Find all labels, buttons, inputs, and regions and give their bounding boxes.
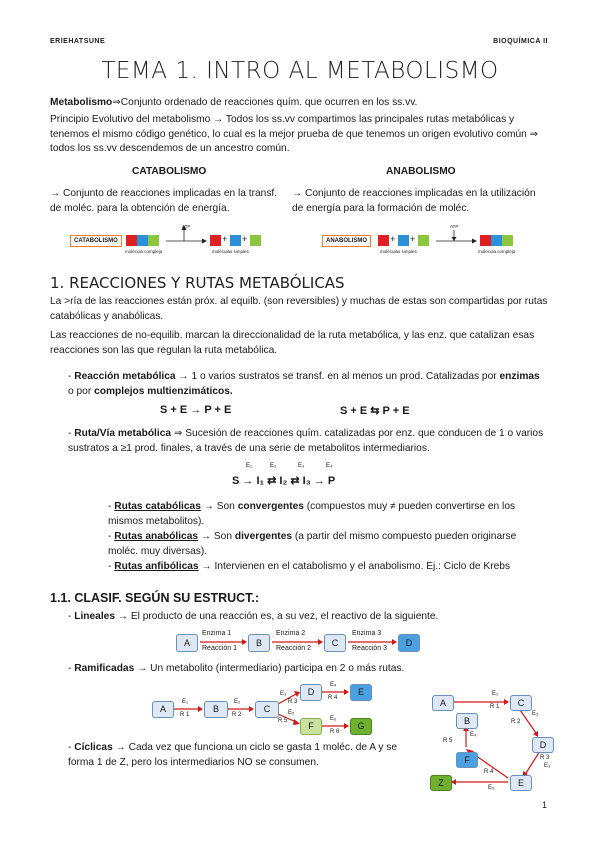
section-1-p2: Las reacciones de no-equilib. marcan la direccionalidad de la ruta metabólica, y las enz. que catalizan esas reacciones son las que regulan la ruta metabólica.	[50, 330, 535, 356]
e2-label: E₂	[234, 699, 241, 705]
equation-reversible: S + E ⇆ P + E	[340, 405, 410, 417]
enzimas-term: enzimas	[499, 371, 540, 382]
red-square	[378, 235, 389, 246]
simple-caption: moléculas simples	[212, 249, 249, 254]
metabolismo-def: ⇒Conjunto ordenado de reacciones quím. que ocurren en los ss.vv.	[112, 97, 418, 108]
blue-square	[491, 235, 502, 246]
lineales-term: Lineales	[74, 611, 116, 622]
green-square	[148, 235, 159, 246]
complex-caption: molécula compleja	[478, 249, 516, 254]
ramificadas-item: - Ramificadas → Un metabolito (intermediario) participa en 2 o más rutas.	[68, 663, 405, 674]
node-d: D	[300, 684, 322, 701]
blue-square	[398, 235, 409, 246]
section-1-heading: 1. REACCIONES Y RUTAS METABÓLICAS	[50, 274, 345, 292]
enzyme-3-label: Enzima 3	[352, 630, 382, 637]
e5-label: E₅	[288, 710, 295, 716]
node-f: F	[456, 752, 478, 768]
course-header: BIOQUÍMICA II	[493, 38, 548, 45]
rutas-anfibolicas-term: Rutas anfibólicas	[114, 561, 199, 572]
rutas-anabolicas-item: - Rutas anabólicas → Son divergentes (a partir del mismo compuesto pueden originarse moléc. muy diversas).	[108, 531, 517, 557]
principio-paragraph: Principio Evolutivo del metabolismo → Todos los ss.vv compartimos las principales rutas metabólicas y tenemos el mismo código genético, lo cual es la mejor prueba de que tenemos un origen evolutivo común ⇒ todos los ss.vv descendemos de un ancestro común.	[50, 114, 539, 154]
cyclic-e4-label: E₄	[470, 732, 477, 738]
node-b: B	[204, 701, 228, 718]
red-square	[126, 235, 137, 246]
equation-irreversible: S + E → P + E	[160, 404, 232, 416]
divergentes-term: divergentes	[234, 531, 293, 542]
e6-label: E₆	[330, 716, 337, 722]
rutas-catabolicas-term: Rutas catabólicas	[114, 501, 201, 512]
e4-label: E₄	[330, 682, 337, 688]
branched-pathway-diagram	[150, 682, 380, 738]
atp-label: ATP	[450, 224, 459, 229]
node-e: E	[510, 775, 532, 791]
r1-label: R 1	[180, 712, 190, 718]
e3-label: E₃	[280, 691, 287, 697]
atp-label: ATP	[182, 224, 191, 229]
ramificadas-term: Ramificadas	[74, 663, 135, 674]
ciclicas-def: → Cada vez que funciona un ciclo se gasta 1 moléc. de A y se forma 1 de Z, pero los intermediarios NO se consumen.	[68, 742, 398, 768]
ruta-metabolica-item: - Ruta/Vía metabólica ⇒ Sucesión de reacciones quím. catalizadas por enz. que conducen de 1 o varios sustratos a ≥1 prod. finales, a través de una serie de metabolitos intermediarios.	[68, 428, 544, 454]
plus-sign: +	[242, 234, 248, 244]
cyclic-r2-label: R 2	[511, 719, 521, 725]
reaction-1-label: Reacción 1	[202, 645, 238, 652]
lineales-def: → El producto de una reacción es, a su vez, el reactivo de la siguiente.	[115, 611, 439, 622]
ciclicas-term: Cíclicas	[74, 742, 113, 753]
anabolismo-diagram	[322, 224, 532, 264]
chain-enzyme-3: E₃	[298, 463, 305, 469]
lineales-item: - Lineales → El producto de una reacción es, a su vez, el reactivo de la siguiente.	[68, 611, 439, 622]
or-text: o por	[68, 385, 95, 397]
plus-sign: +	[222, 234, 228, 244]
node-g: G	[350, 718, 372, 735]
plus-sign: +	[410, 234, 416, 244]
chain-enzyme-1: E₁	[246, 463, 253, 469]
green-square	[418, 235, 429, 246]
cat-def: → Son	[200, 501, 238, 512]
plus-sign: +	[390, 234, 396, 244]
cat-def-2: (compuestos muy ≠ pueden convertirse en los mismos metabolitos).	[108, 501, 516, 527]
metabolismo-term: Metabolismo	[50, 97, 113, 108]
node-z: Z	[430, 775, 452, 791]
node-c: C	[324, 634, 346, 652]
node-f: F	[300, 718, 322, 735]
e1-label: E₁	[182, 699, 189, 705]
node-a: A	[152, 701, 174, 718]
node-a: A	[432, 695, 454, 711]
metabolismo-definition	[50, 96, 550, 111]
r6-label: R 6	[330, 729, 340, 735]
r3-label: R 3	[288, 699, 298, 705]
rutas-anfibolicas-item: - Rutas anfibólicas → Intervienen en el catabolismo y el anabolismo. Ej.: Ciclo de Krebs	[108, 561, 511, 572]
reaccion-metabolica-item: - Reacción metabólica → 1 o varios sustratos se transf. en al menos un prod. Catalizadas por enzimas o por complejos multienzimáticos.	[68, 371, 540, 397]
complex-caption: molécula compleja	[125, 249, 163, 254]
node-c: C	[255, 701, 279, 718]
author-header: ERIEHATSUNE	[50, 38, 106, 45]
cyclic-e5-label: E₅	[488, 785, 495, 791]
node-b: B	[456, 713, 478, 729]
green-square	[250, 235, 261, 246]
anf-def: → Intervienen en el catabolismo y el anabolismo. Ej.: Ciclo de Krebs	[198, 561, 511, 572]
chain-enzyme-4: E₄	[326, 463, 333, 469]
section-1-1-heading: 1.1. CLASIF. SEGÚN SU ESTRUCT.:	[50, 591, 260, 605]
red-square	[480, 235, 491, 246]
convergentes-term: convergentes	[237, 501, 304, 512]
node-e: E	[350, 684, 372, 701]
metabolic-chain: S → I₁ ⇄ I₂ ⇄ I₃ → P	[232, 475, 336, 487]
r4-label: R 4	[328, 695, 338, 701]
r5-label: R 5	[278, 718, 288, 724]
chain-enzyme-2: E₂	[270, 463, 277, 469]
blue-square	[230, 235, 241, 246]
page-title: TEMA 1. INTRO AL METABOLISMO	[101, 58, 499, 84]
rutas-anabolicas-term: Rutas anabólicas	[114, 531, 199, 542]
ruta-def: ⇒ Sucesión de reacciones quím. catalizadas por enz. que conducen de 1 o varios sustratos a ≥1 prod. finales, a través de una serie de metabolitos intermediarios.	[68, 428, 544, 454]
red-square	[210, 235, 221, 246]
reaccion-term: Reacción metabólica	[74, 371, 176, 382]
enzyme-1-label: Enzima 1	[202, 630, 232, 637]
anabolismo-text: → Conjunto de reacciones implicadas en la utilización de energía para la formación de moléc.	[292, 188, 536, 214]
reaccion-def: → 1 o varios sustratos se transf. en al menos un prod. Catalizadas por	[175, 371, 500, 382]
reaction-3-label: Reacción 3	[352, 645, 388, 652]
node-a: A	[176, 634, 198, 652]
cyclic-r4-label: R 4	[484, 769, 494, 775]
cyclic-r1-label: R 1	[490, 704, 500, 710]
simple-caption: moléculas simples	[380, 249, 417, 254]
blue-square	[137, 235, 148, 246]
page-number: 1	[542, 800, 548, 810]
node-b: B	[248, 634, 270, 652]
reaction-2-label: Reacción 2	[276, 645, 312, 652]
section-1-p1: La >ría de las reacciones están próx. al equilb. (son reversibles) y muchas de estas son compartidas por rutas catabólicas y anabólicas.	[50, 296, 548, 322]
ana-def: → Son	[198, 531, 235, 542]
ana-def-2: (a partir del mismo compuesto pueden originarse moléc. muy diversas).	[108, 531, 517, 557]
catabolismo-text: → Conjunto de reacciones implicadas en la transf. de moléc. para la obtención de energía.	[50, 188, 278, 214]
cyclic-e1-label: E₁	[492, 691, 499, 697]
anabolismo-heading: ANABOLISMO	[386, 166, 456, 177]
rutas-catabolicas-item: - Rutas catabólicas → Son convergentes (compuestos muy ≠ pueden convertirse en los mismos metabolitos).	[108, 501, 516, 527]
ruta-term: Ruta/Vía metabólica	[74, 428, 172, 439]
catabolismo-diagram	[70, 224, 270, 264]
cyclic-pathway-diagram	[428, 685, 558, 797]
catabolismo-box: CATABOLISMO	[70, 235, 122, 247]
enzyme-2-label: Enzima 2	[276, 630, 306, 637]
cyclic-r3-label: R 3	[540, 755, 550, 761]
node-c: C	[510, 695, 532, 711]
cyclic-r5-label: R 5	[443, 738, 453, 744]
node-d: D	[532, 737, 554, 753]
node-d: D	[398, 634, 420, 652]
complejos-term: complejos multienzimáticos.	[94, 385, 233, 397]
catabolismo-heading: CATABOLISMO	[132, 166, 207, 177]
r2-label: R 2	[232, 712, 242, 718]
cyclic-e2-label: E₂	[532, 711, 539, 717]
linear-pathway-diagram	[176, 630, 426, 656]
anabolismo-box: ANABOLISMO	[322, 235, 371, 247]
cyclic-e3-label: E₃	[544, 763, 551, 769]
ramificadas-def: → Un metabolito (intermediario) participa en 2 o más rutas.	[134, 663, 405, 674]
ciclicas-item: - Cíclicas → Cada vez que funciona un ciclo se gasta 1 moléc. de A y se forma 1 de Z, pero los intermediarios NO se consumen.	[68, 742, 398, 768]
green-square	[502, 235, 513, 246]
